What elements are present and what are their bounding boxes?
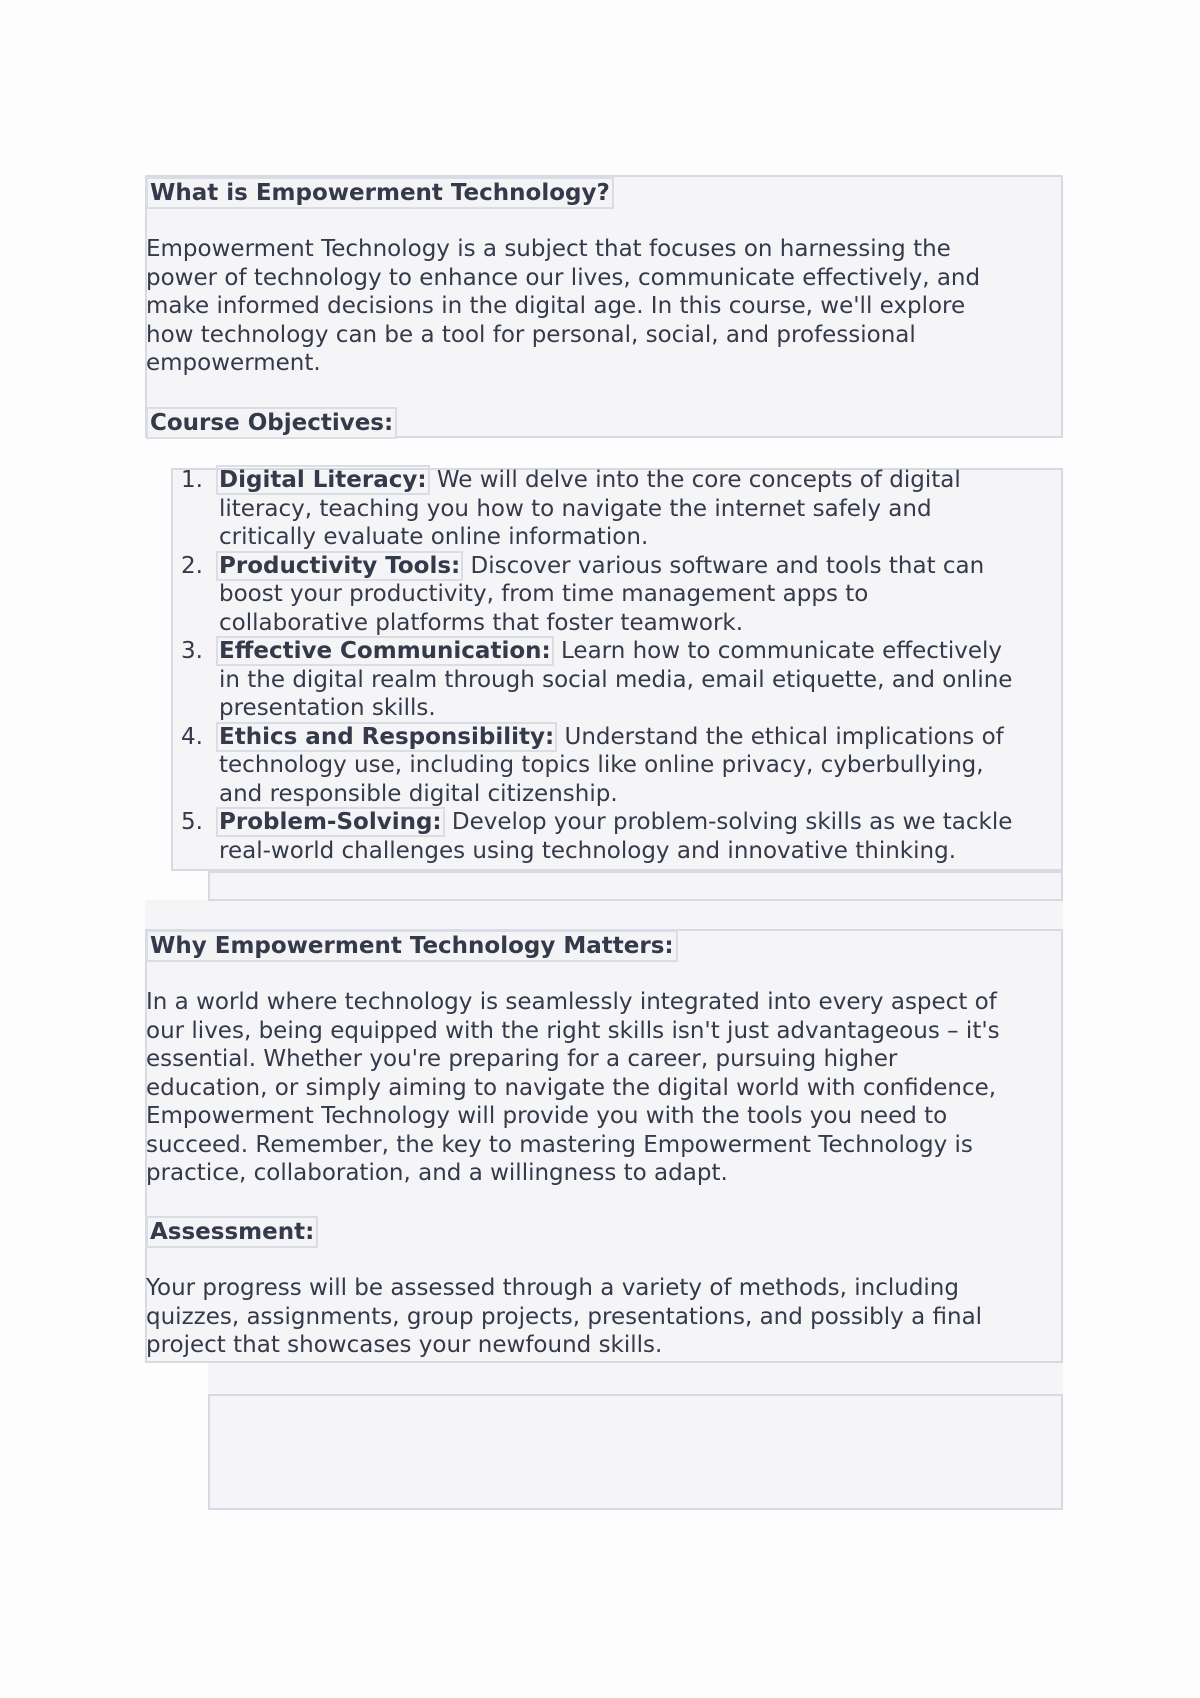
paragraph-line: practice, collaboration, and a willingness to adapt.	[146, 1160, 728, 1186]
list-number: 3.	[181, 638, 203, 664]
paragraph-line: how technology can be a tool for personal, social, and professional	[146, 321, 916, 348]
list-number: 4.	[181, 723, 203, 750]
paragraph-line: make informed decisions in the digital age. In this course, we'll explore	[146, 293, 966, 319]
gap-band-2	[208, 1363, 1063, 1396]
paragraph-line: education, or simply aiming to navigate the digital world with confidence,	[146, 1074, 997, 1101]
objective-text: collaborative platforms that foster teamwork.	[219, 609, 744, 636]
paragraph-line: Your progress will be assessed through a variety of methods, including	[146, 1275, 959, 1301]
paragraph-line: project that showcases your newfound skills.	[146, 1332, 663, 1358]
objective-text: technology use, including topics like online privacy, cyberbullying,	[219, 752, 984, 778]
gap-band	[145, 900, 1063, 930]
list-number: 5.	[181, 809, 203, 835]
objective-title: Digital Literacy:	[216, 465, 430, 495]
objective-title: Ethics and Responsibility:	[216, 722, 557, 752]
objective-text: and responsible digital citizenship.	[219, 780, 618, 807]
objective-text: Understand the ethical implications of	[557, 723, 1004, 750]
objective-text: Discover various software and tools that can	[463, 552, 985, 579]
paragraph-line: In a world where technology is seamlessly integrated into every aspect of	[146, 989, 997, 1015]
objective-text: We will delve into the core concepts of digital	[429, 467, 961, 493]
course-objectives-heading: Course Objectives:	[146, 407, 397, 439]
list-number: 1.	[181, 467, 203, 493]
list-item	[172, 723, 1072, 809]
objective-text: presentation skills.	[219, 695, 436, 721]
objective-text: Learn how to communicate effectively	[553, 638, 1003, 664]
list-item	[172, 808, 1072, 865]
list-item	[172, 466, 1072, 552]
objective-text: Develop your problem-solving skills as we tackle	[444, 809, 1013, 835]
objective-text: real-world challenges using technology and innovative thinking.	[219, 837, 956, 864]
empty-footer-box	[208, 1394, 1063, 1510]
paragraph-line: Empowerment Technology will provide you with the tools you need to	[146, 1103, 948, 1129]
paragraph-line: our lives, being equipped with the right skills isn't just advantageous – it's	[146, 1017, 1000, 1044]
paragraph-line: power of technology to enhance our lives, communicate effectively, and	[146, 264, 981, 291]
paragraph-line: Empowerment Technology is a subject that focuses on harnessing the	[146, 236, 951, 262]
section-1-heading: What is Empowerment Technology?	[146, 177, 614, 209]
assessment-paragraph	[146, 1274, 1066, 1360]
objectives-empty-row	[208, 871, 1063, 901]
objective-title: Problem-Solving:	[216, 807, 445, 837]
paragraph-line: essential. Whether you're preparing for a career, pursuing higher	[146, 1046, 898, 1072]
objective-text: literacy, teaching you how to navigate the internet safely and	[219, 495, 932, 522]
course-objectives-list	[172, 466, 1072, 865]
objective-text: in the digital realm through social media, email etiquette, and online	[219, 666, 1013, 693]
objective-text: critically evaluate online information.	[219, 524, 649, 550]
objective-title: Productivity Tools:	[216, 551, 463, 581]
paragraph-line: quizzes, assignments, group projects, presentations, and possibly a final	[146, 1303, 983, 1330]
list-number: 2.	[181, 552, 203, 579]
paragraph-line: empowerment.	[146, 350, 321, 376]
objective-title: Effective Communication:	[216, 636, 554, 666]
list-item	[172, 637, 1072, 723]
assessment-heading: Assessment:	[146, 1216, 318, 1248]
section-1-paragraph	[146, 235, 1066, 378]
section-2-heading: Why Empowerment Technology Matters:	[146, 930, 678, 962]
section-2-paragraph	[146, 988, 1066, 1188]
list-item	[172, 552, 1072, 638]
paragraph-line: succeed. Remember, the key to mastering Empowerment Technology is	[146, 1131, 973, 1158]
objective-text: boost your productivity, from time management apps to	[219, 581, 869, 607]
